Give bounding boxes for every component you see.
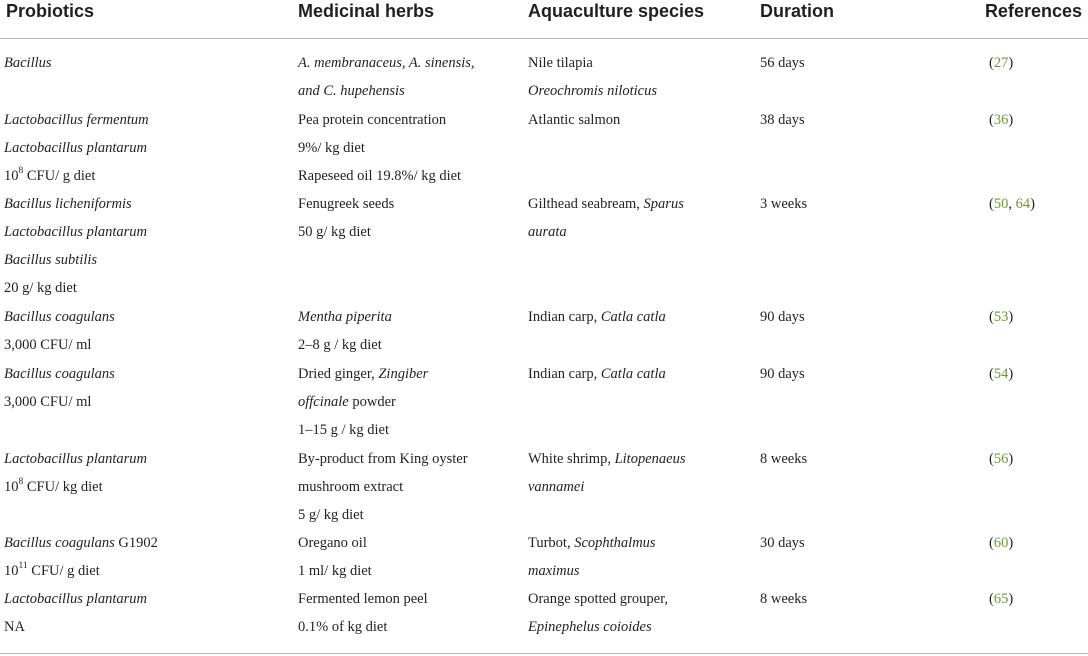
text-span: Catla catla: [600, 309, 666, 325]
text-span: 3,000 CFU/ ml: [4, 337, 92, 353]
text-span: Sparus: [643, 196, 684, 212]
text-span: Bacillus coagulans: [4, 535, 115, 551]
text-span: Indian carp,: [528, 309, 601, 325]
text-span: Epinephelus coioides: [528, 619, 652, 635]
cell-herbs-line: [298, 478, 403, 496]
cell-species-line: [528, 365, 666, 383]
text-span: White shrimp,: [528, 451, 615, 467]
cell-probiotics-line: [4, 251, 97, 269]
cell-herbs-line: [298, 54, 475, 72]
text-span: Oregano oil: [298, 535, 367, 551]
cell-herbs-line: [298, 111, 446, 129]
superscript: 8: [18, 477, 24, 488]
cell-probiotics-line: [4, 590, 147, 608]
reference-link[interactable]: 50: [993, 196, 1009, 212]
text-span: G1902: [114, 535, 158, 551]
text-span: Lactobacillus plantarum: [4, 140, 147, 156]
text-span: Lactobacillus fermentum: [4, 112, 149, 128]
text-span: Scophthalmus: [574, 535, 656, 551]
header-rule: [0, 38, 1088, 39]
cell-probiotics-line: [4, 139, 147, 157]
text-span: Turbot,: [528, 535, 575, 551]
cell-herbs-line: [298, 139, 365, 157]
header-probiotics: Probiotics: [6, 1, 95, 21]
cell-species-line: [528, 195, 684, 213]
superscript: 8: [18, 166, 24, 177]
text-span: Pea protein concentration: [298, 112, 447, 128]
text-span: offcinale: [298, 394, 349, 410]
cell-herbs-line: [298, 590, 428, 608]
bottom-rule: [0, 653, 1088, 654]
cell-probiotics-line: [4, 279, 77, 297]
cell-species-line: [528, 478, 584, 496]
text-span: Bacillus licheniformis: [4, 196, 132, 212]
cell-duration: 8 weeks: [760, 591, 808, 607]
header-references: References: [984, 1, 1082, 21]
cell-species-line: [528, 590, 668, 608]
superscript: 11: [18, 561, 28, 572]
text-span: NA: [4, 619, 25, 635]
text-span: 1–15 g / kg diet: [298, 422, 390, 438]
text-span: powder: [348, 394, 396, 410]
text-span: vannamei: [528, 479, 585, 495]
cell-species-line: [528, 54, 593, 72]
reference-link[interactable]: 60: [993, 535, 1009, 551]
text-span: Lactobacillus plantarum: [4, 591, 147, 607]
text-span: and C. hupehensis: [298, 83, 405, 99]
cell-probiotics-line: [4, 336, 91, 354]
text-span: Rapeseed oil 19.8%/ kg diet: [298, 168, 462, 184]
cell-duration: 38 days: [760, 112, 805, 128]
text-span: 50 g/ kg diet: [298, 224, 371, 240]
text-span: 20 g/ kg diet: [4, 280, 77, 296]
text-span: 1 ml/ kg diet: [298, 563, 372, 579]
text-span: 10: [4, 168, 19, 184]
cell-probiotics-line: [4, 111, 149, 129]
cell-duration: 90 days: [760, 366, 805, 382]
cell-references: (36): [989, 112, 1014, 128]
cell-herbs-line: [298, 82, 405, 100]
text-span: Lactobacillus plantarum: [4, 451, 147, 467]
text-span: Orange spotted grouper,: [528, 591, 668, 607]
cell-probiotics-line: [4, 223, 147, 241]
cell-probiotics-line: [4, 618, 25, 636]
text-span: Gilthead seabream,: [528, 196, 644, 212]
cell-species-line: [528, 308, 666, 326]
text-span: Fermented lemon peel: [298, 591, 428, 607]
header-duration: Duration: [760, 1, 834, 21]
text-span: CFU/ kg diet: [23, 479, 103, 495]
cell-herbs-line: [298, 308, 392, 326]
text-span: CFU/ g diet: [27, 563, 100, 579]
text-span: 9%/ kg diet: [298, 140, 365, 156]
cell-references: (56): [989, 451, 1014, 467]
reference-link[interactable]: 65: [993, 591, 1009, 607]
cell-species-line: [528, 82, 657, 100]
cell-probiotics-line: [4, 393, 91, 411]
cell-probiotics-line: [4, 534, 158, 552]
cell-herbs-line: [298, 562, 372, 580]
cell-species-line: [528, 534, 656, 552]
cell-herbs-line: [298, 421, 389, 439]
cell-probiotics-line: [4, 478, 103, 496]
cell-probiotics-line: [4, 365, 115, 383]
text-span: Oreochromis niloticus: [528, 83, 658, 99]
text-span: 2–8 g / kg diet: [298, 337, 382, 353]
cell-herbs-line: [298, 195, 394, 213]
cell-references: (53): [989, 309, 1014, 325]
cell-references: (60): [989, 535, 1014, 551]
text-span: By-product from King oyster: [298, 451, 468, 467]
text-span: Catla catla: [600, 366, 666, 382]
text-span: Nile tilapia: [528, 55, 593, 71]
text-span: A. membranaceus, A. sinensis,: [298, 55, 475, 71]
cell-probiotics-line: [4, 562, 100, 580]
cell-duration: 56 days: [760, 55, 805, 71]
text-span: Dried ginger,: [298, 366, 379, 382]
text-span: Mentha piperita: [298, 309, 392, 325]
cell-herbs-line: [298, 618, 387, 636]
reference-link[interactable]: 56: [993, 451, 1009, 467]
text-span: Fenugreek seeds: [298, 196, 395, 212]
cell-species-line: [528, 562, 580, 580]
cell-probiotics-line: [4, 450, 147, 468]
cell-references: (54): [989, 366, 1014, 382]
header-medicinal-herbs: Medicinal herbs: [298, 1, 435, 21]
cell-herbs-line: [298, 534, 367, 552]
reference-link[interactable]: 36: [993, 112, 1009, 128]
reference-link[interactable]: 53: [993, 309, 1009, 325]
cell-probiotics-line: [4, 195, 132, 213]
text-span: Zingiber: [378, 366, 429, 382]
cell-species-line: [528, 223, 567, 241]
text-span: Litopenaeus: [614, 451, 686, 467]
cell-herbs-line: [298, 167, 461, 185]
cell-herbs-line: [298, 365, 428, 383]
cell-herbs-line: [298, 336, 382, 354]
cell-duration: 8 weeks: [760, 451, 808, 467]
text-span: 5 g/ kg diet: [298, 507, 364, 523]
cell-references: (65): [989, 591, 1014, 607]
cell-species-line: [528, 111, 620, 129]
text-span: CFU/ g diet: [23, 168, 96, 184]
cell-herbs-line: [298, 223, 371, 241]
text-span: Bacillus subtilis: [4, 252, 98, 268]
text-span: 0.1% of kg diet: [298, 619, 388, 635]
reference-link[interactable]: 54: [993, 366, 1009, 382]
cell-herbs-line: [298, 506, 364, 524]
text-span: Lactobacillus plantarum: [4, 224, 147, 240]
cell-probiotics-line: [4, 167, 95, 185]
reference-link[interactable]: 64: [1015, 196, 1031, 212]
cell-species-line: [528, 618, 652, 636]
cell-herbs-line: [298, 393, 396, 411]
text-span: Indian carp,: [528, 366, 601, 382]
text-span: Atlantic salmon: [528, 112, 621, 128]
cell-references: (50, 64): [989, 196, 1035, 212]
text-span: maximus: [528, 563, 580, 579]
text-span: mushroom extract: [298, 479, 404, 495]
header-aquaculture-species: Aquaculture species: [528, 1, 705, 21]
cell-probiotics-line: [4, 54, 52, 72]
reference-link[interactable]: 27: [993, 55, 1009, 71]
text-span: 10: [4, 479, 19, 495]
text-span: 10: [4, 563, 19, 579]
cell-duration: 90 days: [760, 309, 805, 325]
cell-references: (27): [989, 55, 1014, 71]
text-span: aurata: [528, 224, 567, 240]
text-span: Bacillus: [4, 55, 52, 71]
cell-herbs-line: [298, 450, 468, 468]
cell-duration: 3 weeks: [760, 196, 808, 212]
cell-species-line: [528, 450, 685, 468]
text-span: Bacillus coagulans: [4, 309, 115, 325]
cell-duration: 30 days: [760, 535, 805, 551]
text-span: 3,000 CFU/ ml: [4, 394, 92, 410]
text-span: Bacillus coagulans: [4, 366, 115, 382]
cell-probiotics-line: [4, 308, 115, 326]
